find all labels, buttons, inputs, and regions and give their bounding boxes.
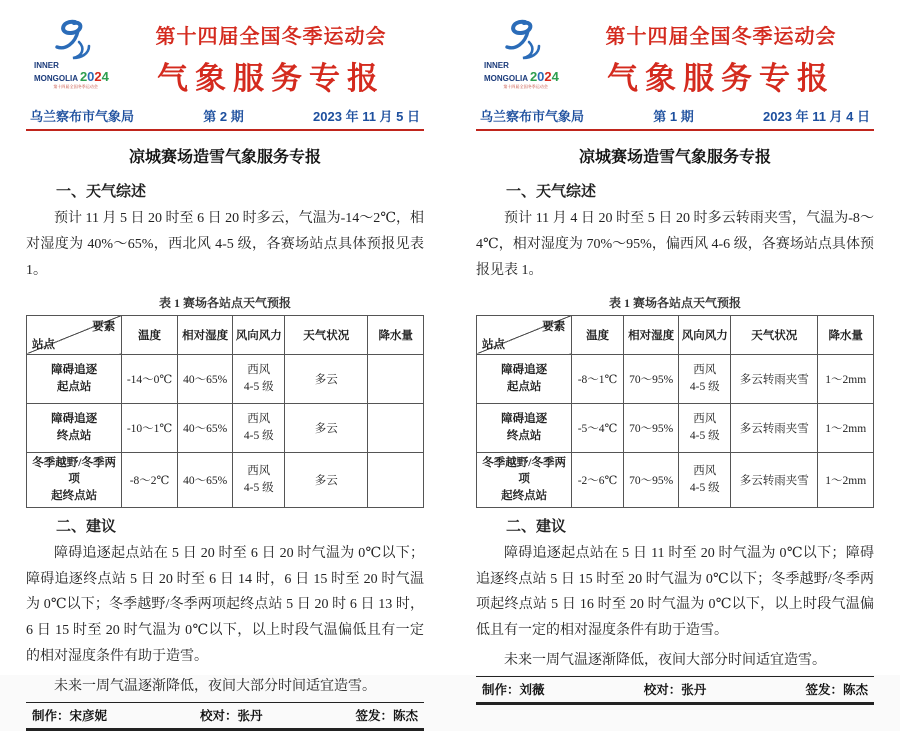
station-forecast-table [476,315,874,508]
cell-rh: 70～95% [623,354,679,403]
outlook-paragraph: 未来一周气温逐渐降低，夜间大部分时间适宜造雪。 [504,653,826,669]
cell-weather: 多云转雨夹雪 [731,452,818,507]
checker-credit: 校对：张丹 [199,709,263,724]
games-title: 第十四届全国冬季运动会 [155,26,387,48]
logo-line2: MONGOLIA [484,74,528,84]
cell-temp: -10～1℃ [122,403,178,452]
section-weather-summary: 一、天气综述 [56,183,147,200]
issue-info-line [26,106,424,131]
outlook-paragraph: 未来一周气温逐渐降低，夜间大部分时间适宜造雪。 [54,679,376,695]
cell-weather: 多云 [285,354,368,403]
cell-wind [233,354,285,403]
table-header-row [27,315,424,354]
table-title: 表 1 赛场各站点天气预报 [608,295,741,310]
header-wind: 风向风力 [679,315,731,354]
logo-subtext: 第十四届全国冬季运动会 [503,84,548,89]
table-row [477,403,874,452]
table-row [477,452,874,507]
cell-precip [368,452,424,507]
table-row [27,354,424,403]
cell-precip: 1～2mm [818,403,874,452]
station-line1: 障碍追逐 [501,364,548,376]
table-row [477,354,874,403]
issue-date: 2023 年 11 月 4 日 [763,109,870,124]
table-row [27,403,424,452]
station-line2: 起点站 [506,380,542,393]
wind-line2: 4-5 级 [243,481,274,494]
cell-station [477,354,572,403]
cell-temp: -5～4℃ [572,403,624,452]
header-weather: 天气状况 [731,315,818,354]
cell-station [27,452,122,507]
station-line2: 终点站 [506,429,542,442]
wind-line2: 4-5 级 [689,429,720,442]
issue-date: 2023 年 11 月 5 日 [313,109,420,124]
bulletin-title: 气象服务专报 [607,61,835,96]
cell-rh: 70～95% [623,452,679,507]
corner-header-cell [27,315,122,354]
weather-summary-paragraph: 预计 11 月 4 日 20 时至 5 日 20 时多云转雨夹雪，气温为-8～4℃，相对湿度为 70%～95%，偏西风 4-6 级，各赛场站点具体预报见表 1。 [476,211,874,278]
logo-line1: INNER [484,61,509,70]
table-header-row [477,315,874,354]
issuer-credit: 签发：陈杰 [805,683,868,698]
cell-rh: 40～65% [177,452,233,507]
header-precip: 降水量 [818,315,874,354]
issue-number: 第 1 期 [653,109,694,124]
table-title: 表 1 赛场各站点天气预报 [158,295,291,310]
corner-label-element: 要素 [542,320,566,333]
logo-year: 2024 [79,69,109,85]
header-weather: 天气状况 [285,315,368,354]
station-line2: 起点站 [56,380,92,393]
station-line1: 障碍追逐 [501,413,548,425]
masthead-titles [568,16,874,98]
checker-credit: 校对：张丹 [643,683,707,698]
wind-line2: 4-5 级 [689,481,720,494]
table-row [27,452,424,507]
cell-weather: 多云 [285,403,368,452]
cell-temp: -8～1℃ [572,354,624,403]
bulletin-page-issue-1 [450,0,900,698]
cell-station [27,403,122,452]
issuing-org: 乌兰察布市气象局 [30,109,135,124]
corner-label-station: 站点 [482,338,505,351]
wind-line1: 西风 [247,364,271,376]
header-humidity: 相对湿度 [177,315,233,354]
logo-line1: INNER [34,61,59,70]
suggestions-paragraph: 障碍追逐起点站在 5 日 20 时至 6 日 20 时气温为 0℃以下；障碍追逐终点站 5 日 20 时至 6 日 14 时，6 日 15 时至 20 时气温为 0℃以下；冬季越野/冬季两项起终点站 5 日 20 时 6 日 13 时，6 日 15 时至 20 时气温为 0℃以下，以上时段气温偏低且有一定的相对湿度条件有助于造雪。 [26,545,424,665]
issue-number: 第 2 期 [203,109,244,124]
cell-wind [679,354,731,403]
document-title: 凉城赛场造雪气象服务专报 [578,149,771,166]
masthead-titles [118,16,424,98]
issuer-credit: 签发：陈杰 [355,709,418,724]
cell-rh: 40～65% [177,403,233,452]
cell-station [27,354,122,403]
cell-rh: 70～95% [623,403,679,452]
cell-precip: 1～2mm [818,452,874,507]
wind-line2: 4-5 级 [243,429,274,442]
logo-wordmark [26,62,118,84]
logo-year: 2024 [529,69,559,85]
cell-wind [233,403,285,452]
corner-label-element: 要素 [92,320,116,333]
wind-line2: 4-5 级 [689,380,720,393]
section-suggestions: 二、建议 [56,517,117,535]
wind-line2: 4-5 级 [243,380,274,393]
logo-wordmark [476,62,568,84]
document-title: 凉城赛场造雪气象服务专报 [128,149,321,166]
bulletin-page-issue-2 [0,0,450,724]
games-title: 第十四届全国冬季运动会 [605,26,837,48]
header-temperature: 温度 [122,315,178,354]
signature-footer [476,676,874,705]
logo-line2: MONGOLIA [34,74,78,84]
cell-weather: 多云转雨夹雪 [731,403,818,452]
cell-weather: 多云 [285,452,368,507]
header-wind: 风向风力 [233,315,285,354]
cell-temp: -2～6℃ [572,452,624,507]
winter-games-emblem-icon [495,18,549,62]
corner-header-cell [477,315,572,354]
cell-weather: 多云转雨夹雪 [731,354,818,403]
corner-label-station: 站点 [32,338,55,351]
cell-rh: 40～65% [177,354,233,403]
cell-precip [368,354,424,403]
header-precip: 降水量 [368,315,424,354]
cell-wind [679,403,731,452]
wind-line1: 西风 [693,413,717,425]
station-line1: 障碍追逐 [51,413,98,425]
station-forecast-table [26,315,424,508]
wind-line1: 西风 [247,413,271,425]
station-line1: 障碍追逐 [51,364,98,376]
signature-footer [26,702,424,731]
weather-summary-paragraph: 预计 11 月 5 日 20 时至 6 日 20 时多云，气温为-14～2℃，相对湿度为 40%～65%，西北风 4-5 级，各赛场站点具体预报见表 1。 [26,211,424,278]
station-line2: 起终点站 [501,490,548,503]
station-line1: 冬季越野/冬季两项 [32,456,116,486]
suggestions-paragraph: 障碍追逐起点站在 5 日 11 时至 20 时气温为 0℃以下；障碍追逐终点站 5 日 15 时至 20 时气温为 0℃以下；冬季越野/冬季两项起终点站 5 日 16 时至 20 时气温为 0℃以下，以上时段气温偏低且有一定的相对湿度条件有助于造雪。 [476,545,874,639]
logo-subtext: 第十四届全国冬季运动会 [53,84,98,89]
masthead [476,16,874,98]
cell-temp: -14～0℃ [122,354,178,403]
masthead [26,16,424,98]
header-temperature: 温度 [572,315,624,354]
station-line2: 起终点站 [51,490,98,503]
section-weather-summary: 一、天气综述 [506,183,597,200]
maker-credit: 制作：宋彦妮 [32,709,108,724]
cell-precip: 1～2mm [818,354,874,403]
issue-info-line [476,106,874,131]
bulletin-title: 气象服务专报 [157,61,385,96]
cell-wind [233,452,285,507]
winter-games-emblem-icon [45,18,99,62]
station-line1: 冬季越野/冬季两项 [482,456,566,486]
winter-games-logo [476,16,568,90]
cell-station [477,452,572,507]
cell-wind [679,452,731,507]
cell-temp: -8～2℃ [122,452,178,507]
wind-line1: 西风 [693,465,717,477]
maker-credit: 制作：刘薇 [482,683,545,698]
cell-precip [368,403,424,452]
wind-line1: 西风 [693,364,717,376]
header-humidity: 相对湿度 [623,315,679,354]
cell-station [477,403,572,452]
section-suggestions: 二、建议 [506,517,567,535]
station-line2: 终点站 [56,429,92,442]
winter-games-logo [26,16,118,90]
wind-line1: 西风 [247,465,271,477]
issuing-org: 乌兰察布市气象局 [480,109,585,124]
